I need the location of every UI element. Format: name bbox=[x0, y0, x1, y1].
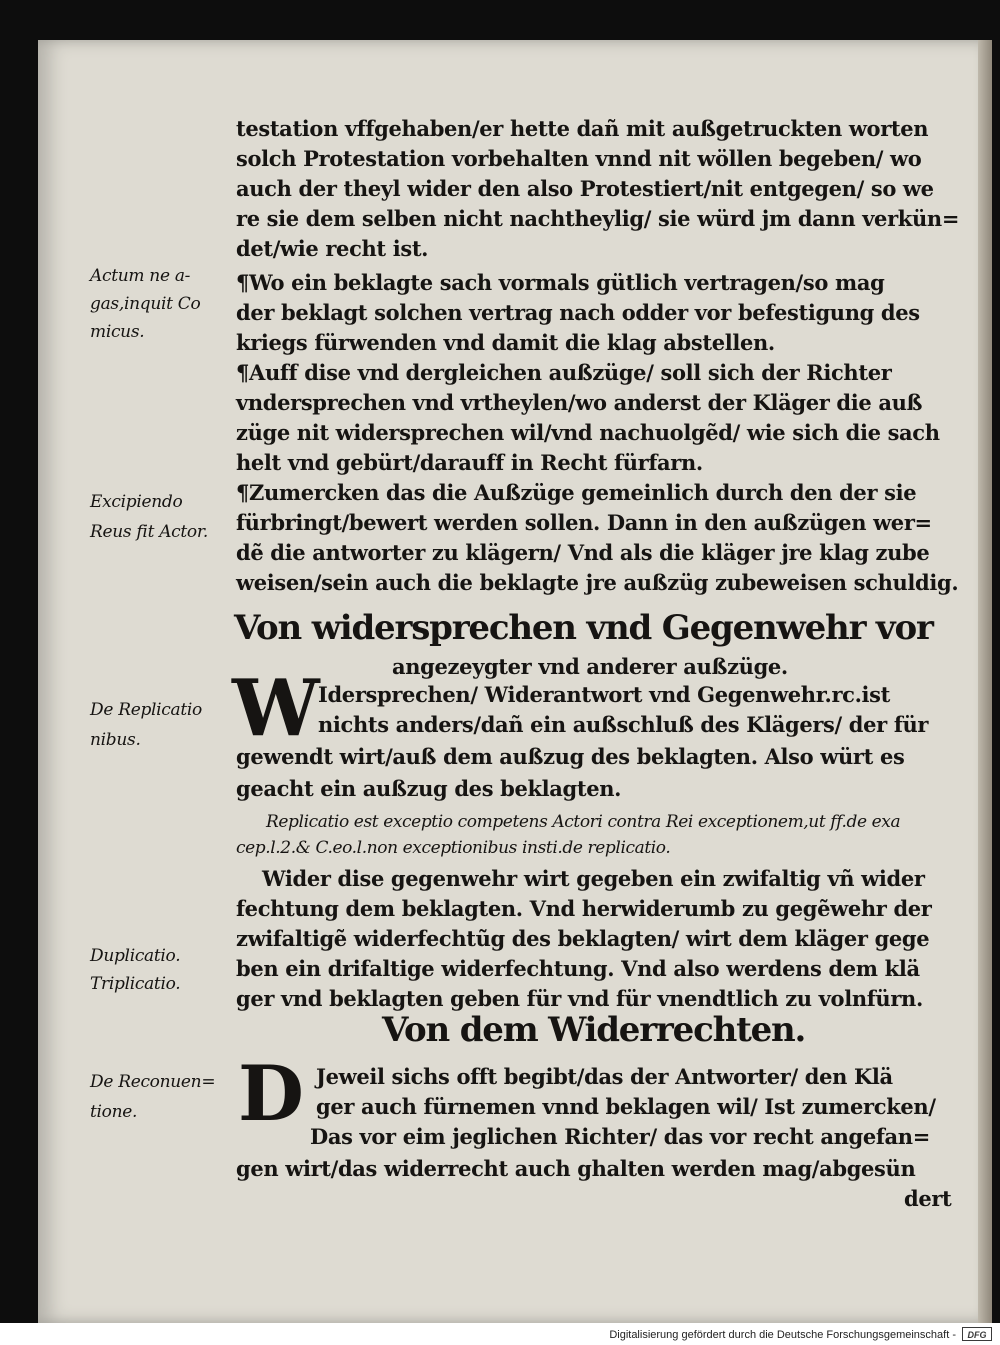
decorative-initial-d: D bbox=[238, 1049, 304, 1138]
margin-note-replicatio-1: De Replicatio bbox=[90, 700, 202, 720]
catchword: dert bbox=[904, 1186, 952, 1211]
margin-note-triplicatio: Triplicatio. bbox=[90, 974, 181, 994]
body-line-10: vndersprechen vnd vrtheylen/wo anderst der Kläger die auß bbox=[236, 390, 923, 415]
body-line-4: re sie dem selben nicht nachtheylig/ sie würd jm dann verkün= bbox=[236, 206, 960, 231]
margin-note-actum-2: gas,inquit Co bbox=[90, 294, 201, 314]
body-line-14: fürbringt/bewert werden sollen. Dann in den außzügen wer= bbox=[236, 510, 932, 535]
body-line-8: kriegs fürwenden vnd damit die klag abstellen. bbox=[236, 330, 775, 355]
section-subheading-gegenwehr: angezeygter vnd anderer außzüge. bbox=[392, 654, 788, 679]
duplication-line-4: ben ein drifaltige widerfechtung. Vnd also werdens dem klä bbox=[236, 956, 920, 981]
page-edge bbox=[978, 40, 992, 1323]
margin-note-actum-1: Actum ne a- bbox=[90, 266, 191, 286]
reconvention-line-4: gen wirt/das widerrecht auch ghalten werden mag/abgesün bbox=[236, 1156, 916, 1181]
body-line-9: ¶Auff dise vnd dergleichen außzüge/ soll sich der Richter bbox=[236, 360, 892, 385]
margin-note-excipiendo-2: Reus fit Actor. bbox=[90, 522, 208, 542]
margin-note-reconuentione-2: tione. bbox=[90, 1102, 138, 1122]
decorative-initial-w: W bbox=[232, 663, 320, 754]
replication-line-1: Idersprechen/ Widerantwort vnd Gegenwehr.rc.ist bbox=[318, 682, 891, 707]
margin-note-reconuentione-1: De Reconuen= bbox=[90, 1072, 216, 1092]
body-line-6: ¶Wo ein beklagte sach vormals gütlich vertragen/so mag bbox=[236, 270, 885, 295]
body-line-13: ¶Zumercken das die Außzüge gemeinlich durch den der sie bbox=[236, 480, 917, 505]
section-heading-gegenwehr: Von widersprechen vnd Gegenwehr vor bbox=[234, 608, 933, 648]
body-line-11: züge nit widersprechen wil/vnd nachuolgẽd/ wie sich die sach bbox=[236, 420, 940, 445]
latin-citation-line-2: cep.l.2.& C.eo.l.non exceptionibus insti.de replicatio. bbox=[236, 838, 671, 858]
replication-line-2: nichts anders/dañ ein außschluß des Klägers/ der für bbox=[318, 712, 929, 737]
latin-citation-line-1: Replicatio est exceptio competens Actori contra Rei exceptionem,ut ff.de exa bbox=[266, 812, 901, 832]
duplication-line-5: ger vnd beklagten geben für vnd für vnendtlich zu volnfürn. bbox=[236, 986, 923, 1011]
footer-credit: Digitalisierung gefördert durch die Deutsche Forschungsgemeinschaft - bbox=[609, 1329, 956, 1341]
margin-note-replicatio-2: nibus. bbox=[90, 730, 141, 750]
footer-bar bbox=[0, 1323, 1000, 1345]
duplication-line-3: zwifaltigẽ widerfechtũg des beklagten/ wirt dem kläger gege bbox=[236, 926, 930, 951]
body-line-1: testation vffgehaben/er hette dañ mit außgetruckten worten bbox=[236, 116, 929, 141]
margin-note-excipiendo-1: Excipiendo bbox=[90, 492, 183, 512]
body-line-7: der beklagt solchen vertrag nach odder vor befestigung des bbox=[236, 300, 920, 325]
body-line-5: det/wie recht ist. bbox=[236, 236, 429, 261]
body-line-16: weisen/sein auch die beklagte jre außzüg zubeweisen schuldig. bbox=[236, 570, 959, 595]
reconvention-line-2: ger auch fürnemen vnnd beklagen wil/ Ist zumercken/ bbox=[316, 1094, 936, 1119]
duplication-line-1: Wider dise gegenwehr wirt gegeben ein zwifaltig vñ wider bbox=[262, 866, 925, 891]
body-line-12: helt vnd gebürt/darauff in Recht fürfarn. bbox=[236, 450, 703, 475]
margin-note-actum-3: micus. bbox=[90, 322, 145, 342]
body-line-3: auch der theyl wider den also Protestiert/nit entgegen/ so we bbox=[236, 176, 934, 201]
margin-note-duplicatio: Duplicatio. bbox=[90, 946, 181, 966]
reconvention-line-1: Jeweil sichs offt begibt/das der Antworter/ den Klä bbox=[316, 1064, 893, 1089]
reconvention-line-3: Das vor eim jeglichen Richter/ das vor recht angefan= bbox=[310, 1124, 930, 1149]
body-line-2: solch Protestation vorbehalten vnnd nit wöllen begeben/ wo bbox=[236, 146, 922, 171]
dfg-logo: DFG bbox=[962, 1327, 992, 1341]
replication-line-3: gewendt wirt/auß dem außzug des beklagten. Also würt es bbox=[236, 744, 905, 769]
duplication-line-2: fechtung dem beklagten. Vnd herwiderumb zu gegẽwehr der bbox=[236, 896, 932, 921]
section-heading-widerrechten: Von dem Widerrechten. bbox=[382, 1010, 806, 1050]
replication-line-4: geacht ein außzug des beklagten. bbox=[236, 776, 622, 801]
body-line-15: dẽ die antworter zu klägern/ Vnd als die kläger jre klag zube bbox=[236, 540, 930, 565]
